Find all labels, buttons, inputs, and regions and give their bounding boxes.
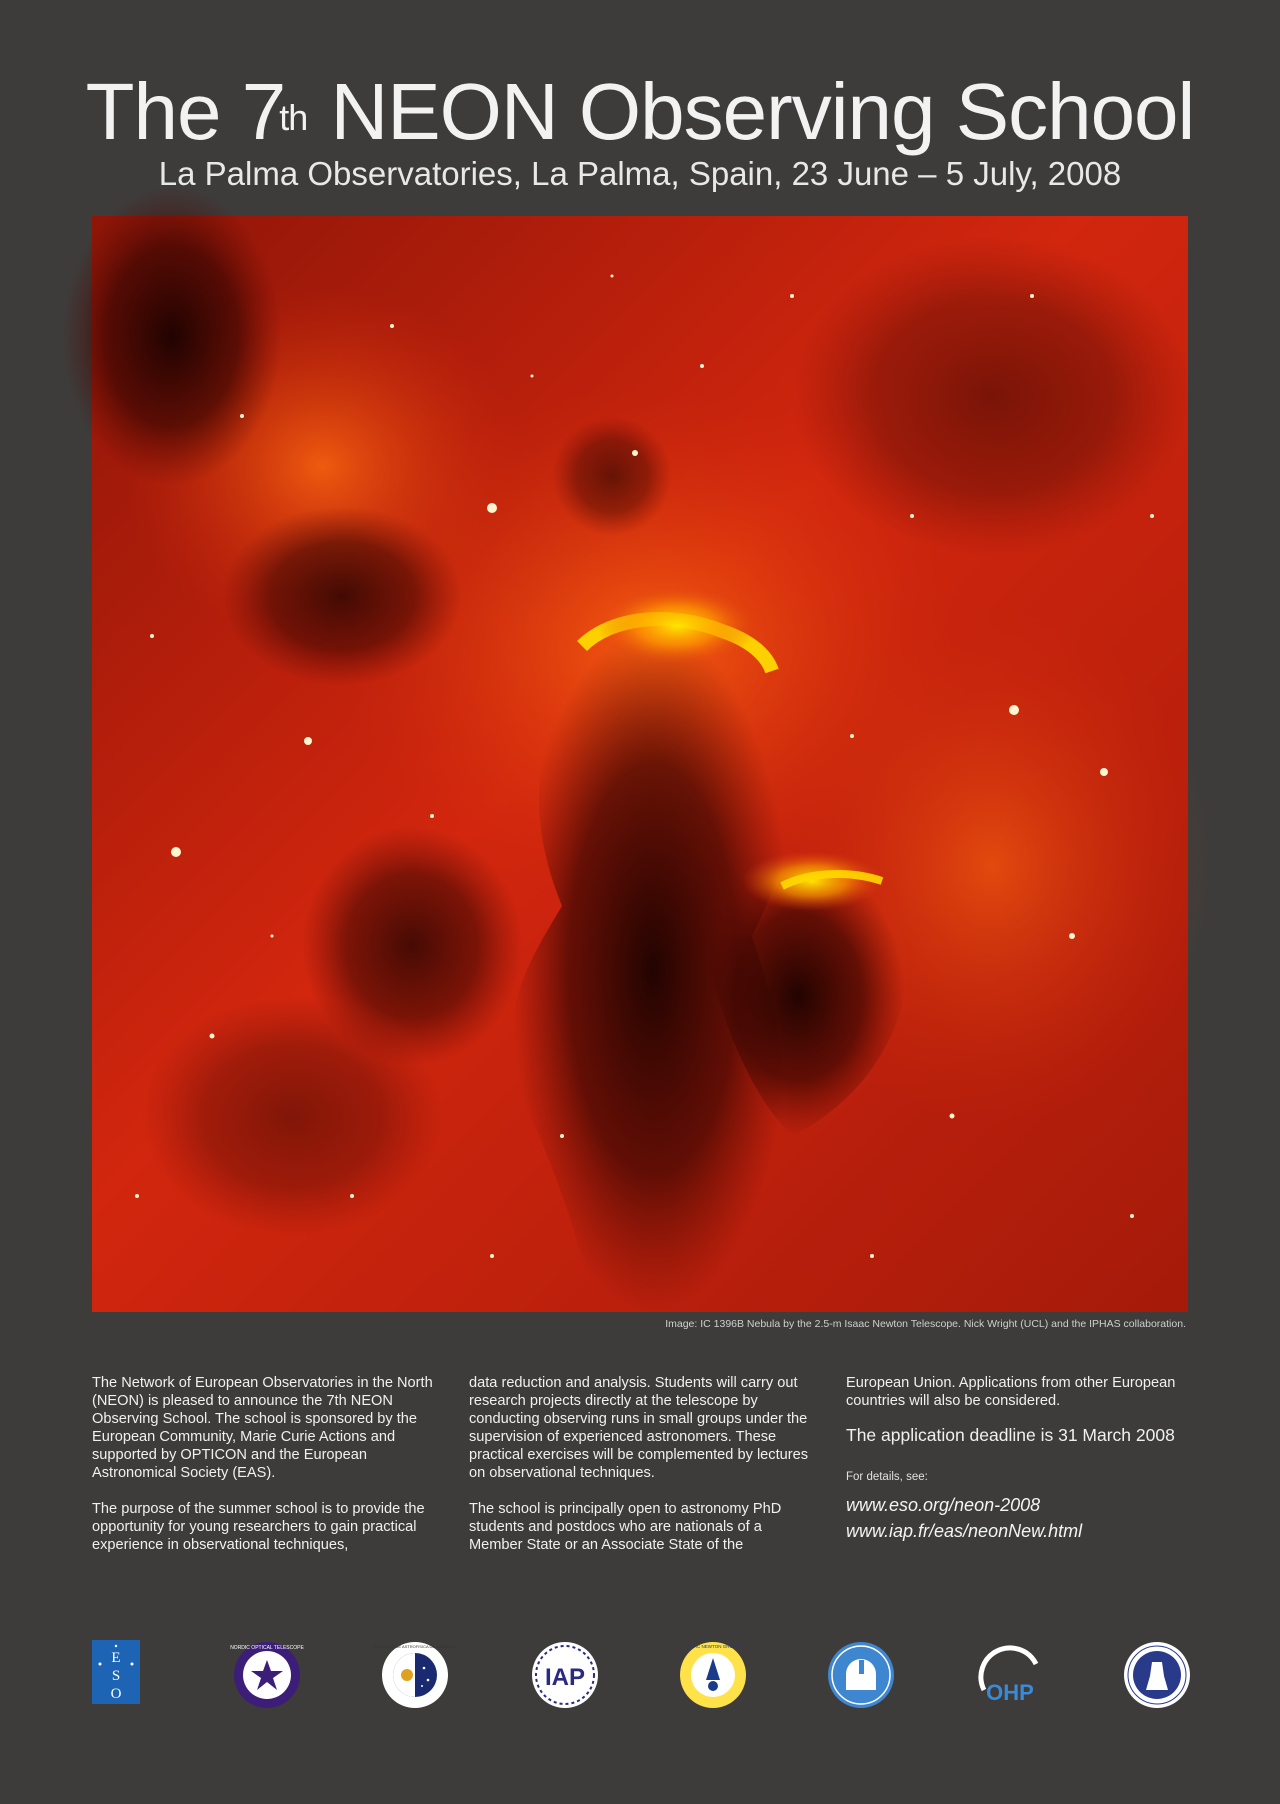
iac-ring-text: INSTITUTO DE ASTROFISICA DE CANARIAS [373,1644,457,1649]
details-label: For details, see: [846,1471,928,1483]
purpose-paragraph: The purpose of the summer school is to provide the opportunity for young researchers to gain practical experience in observational techniques, [92,1501,425,1553]
page-subtitle: La Palma Observatories, La Palma, Spain, 23 June – 5 July, 2008 [158,155,1122,192]
page-title: The 7th NEON Observing School [85,67,1195,156]
seal-logo [1122,1640,1192,1710]
image-credit: Image: IC 1396B Nebula by the 2.5-m Isaac Newton Telescope. Nick Wright (UCL) and the IPHAS collaboration. [665,1318,1186,1330]
iap-logo [530,1640,600,1710]
eso-letter-e: E [111,1650,121,1666]
eso-letter-s: S [111,1668,121,1684]
eso-link[interactable]: www.eso.org/neon-2008 [846,1495,1041,1515]
iac-logo [373,1640,457,1710]
sponsor-logos [0,1640,1280,1720]
ing-ring-text: ISAAC NEWTON GROUP [686,1644,740,1649]
eligibility-paragraph: The school is principally open to astronomy PhD students and postdocs who are nationals of a Member State or an Associate State of the [469,1501,782,1553]
iap-text: IAP [544,1664,586,1691]
text-column-2 [469,1374,819,1572]
eu-paragraph: European Union. Applications from other European countries will also be considered. [846,1375,1176,1409]
title-superscript: th [279,97,308,138]
text-column-3 [846,1374,1191,1544]
not-logo [232,1640,302,1710]
ohp-logo [974,1640,1044,1710]
text-column-1 [92,1374,442,1572]
not-ring-text: NORDIC OPTICAL TELESCOPE [230,1645,304,1651]
eso-logo [92,1640,140,1710]
research-paragraph: data reduction and analysis. Students will carry out research projects directly at the telescope by conducting observing runs in small groups under the supervision of experienced astronomers. These practical exercises will be complemented by lectures on observational techniques. [469,1375,809,1481]
eso-letter-o: O [110,1686,122,1702]
intro-paragraph: The Network of European Observatories in the North (NEON) is pleased to announce the 7th NEON Observing School. The school is sponsored by the European Community, Marie Curie Actions and supported by OPTICON and the European Astronomical Society (EAS). [92,1375,433,1481]
ohp-text: OHP [986,1680,1034,1705]
nebula-image [92,216,1188,1312]
application-deadline: The application deadline is 31 March 2008 [846,1425,1175,1445]
ing-logo [678,1640,748,1710]
observatory-logo [826,1640,896,1710]
iap-link[interactable]: www.iap.fr/eas/neonNew.html [846,1521,1083,1541]
